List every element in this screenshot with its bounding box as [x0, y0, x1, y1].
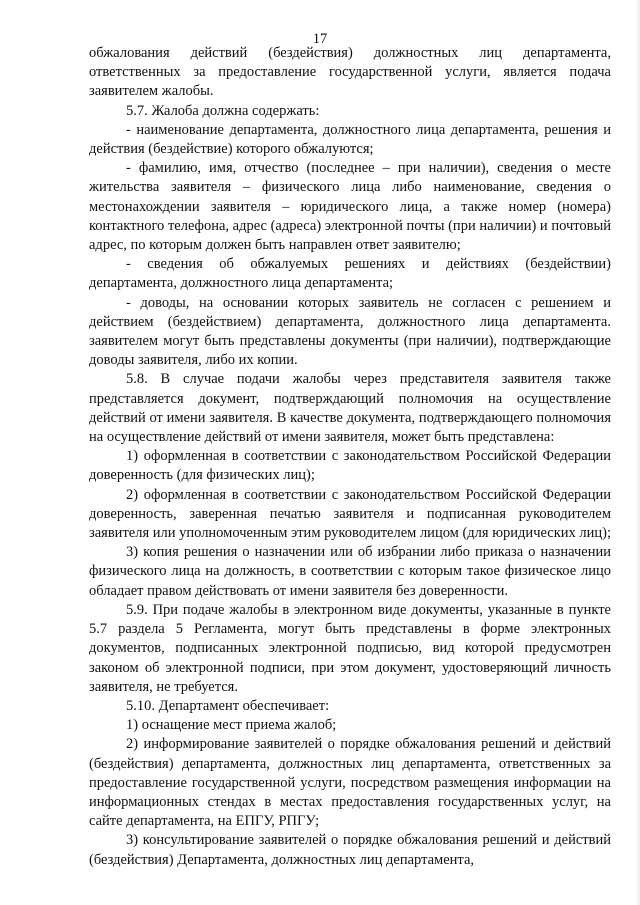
list-item-applicant-details: - фамилию, имя, отчество (последнее – при наличии), сведения о месте жительства заявителя – физического лица либо наименование, сведения о местонахождении заявителя – юридического лица, а также номер (номера) контактного телефона, адрес (адреса) электронной почты (при наличии) и почтовый адрес, по которым должен быть направлен ответ заявителю;: [89, 160, 611, 254]
list-item-consulting-applicants: 3) консультирование заявителей о порядке обжалования решений и действий (бездействия) Департамента, должностных лиц департамента,: [89, 832, 611, 868]
list-item-appealed-decisions: - сведения об обжалуемых решениях и действиях (бездействии) департамента, должностного лица департамента;: [89, 256, 611, 292]
list-item-power-of-attorney-individuals: 1) оформленная в соответствии с законодательством Российской Федерации доверенность (для физических лиц);: [89, 448, 611, 484]
document-body: [89, 44, 611, 870]
paragraph-continuation: обжалования действий (бездействия) должностных лиц департамента, ответственных за предоставление государственной услуги, является подача заявителем жалобы.: [89, 45, 611, 100]
paragraph-5-7-heading: 5.7. Жалоба должна содержать:: [126, 102, 320, 119]
list-item-arguments: - доводы, на основании которых заявитель не согласен с решением и действием (бездействием) департамента, должностного лица департамента. заявителем могут быть представлены документы (при наличии), подтверждающие доводы заявителя, либо их копии.: [89, 294, 611, 369]
page-number: 17: [312, 31, 328, 47]
list-item-power-of-attorney-legal-entities: 2) оформленная в соответствии с законодательством Российской Федерации доверенность, заверенная печатью заявителя и подписанная руководителем заявителя или уполномоченным этим руководителем лицом (для юридических лиц);: [89, 486, 612, 542]
list-item-complaint-reception: 1) оснащение мест приема жалоб;: [126, 717, 337, 734]
list-item-informing-applicants: 2) информирование заявителей о порядке обжалования решений и действий (бездействия) департамента, должностных лиц департамента, ответственных за предоставление государственной услуги, посредством размещения информации на информационных стендах в местах предоставления государственных услуг, на сайте департамента, на ЕПГУ, РПГУ;: [89, 736, 611, 830]
list-item-appointment-decision: 3) копия решения о назначении или об избрании либо приказа о назначении физического лица на должность, в соответствии с которым такое физическое лицо обладает правом действовать от имени заявителя без доверенности.: [89, 544, 611, 599]
paragraph-5-10-heading: 5.10. Департамент обеспечивает:: [126, 697, 330, 714]
page-edge-shadow: [636, 0, 640, 905]
list-item-department-name: - наименование департамента, должностного лица департамента, решения и действия (бездействие) которого обжалуются;: [89, 121, 611, 158]
paragraph-5-8: 5.8. В случае подачи жалобы через представителя заявителя также представляется документ, подтверждающий полномочия на осуществление действий от имени заявителя. В качестве документа, подтверждающего полномочия на осуществление действий от имени заявителя, может быть представлена:: [89, 371, 611, 446]
paragraph-5-9: 5.9. При подаче жалобы в электронном виде документы, указанные в пункте 5.7 раздела 5 Регламента, могут быть представлены в форме электронных документов, подписанных электронной подписью, вид которой предусмотрен законом об электронной подписи, при этом документ, удостоверяющий личность заявителя, не требуется.: [89, 601, 611, 695]
